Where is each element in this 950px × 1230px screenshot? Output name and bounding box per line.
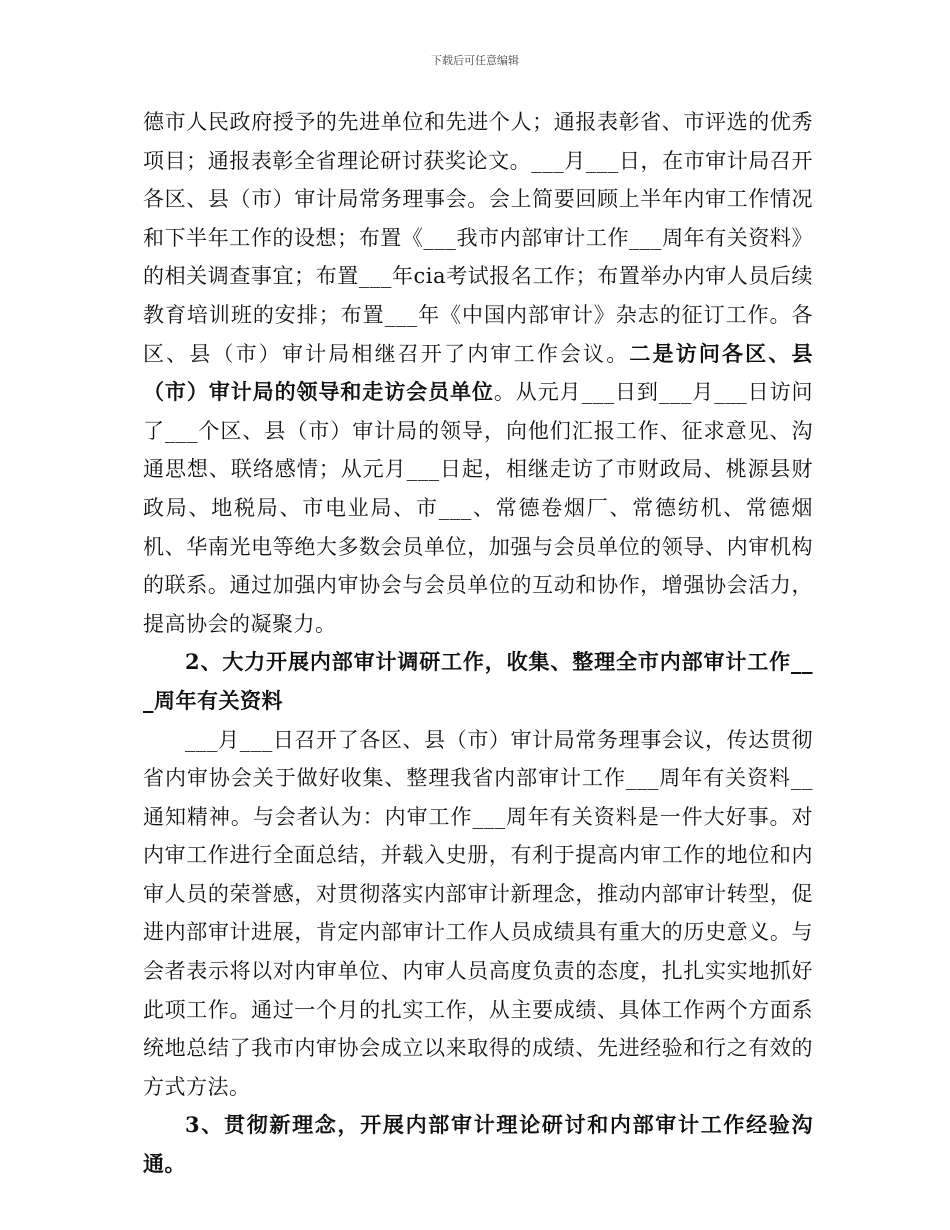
page-header-note: 下载后可任意编辑: [431, 54, 519, 67]
section-heading-3: 3、贯彻新理念，开展内部审计理论研讨和内部审计工作经验沟通。: [143, 1112, 813, 1177]
paragraph-research: ___月___日召开了各区、县（市）审计局常务理事会议，传达贯彻省内审协会关于做好收集、整理我省内部审计工作___周年有关资料__通知精神。与会者认为：内审工作___周年有关资料是一件大好事。对内审工作进行全面总结，并载入史册，有利于提高内审工作的地位和内审人员的荣誉感，对贯彻落实内部审计新理念，推动内部审计转型，促进内部审计进展，肯定内部审计工作人员成绩具有重大的历史意义。与会者表示将以对内审单位、内审人员高度负责的态度，扎扎实实地抓好此项工作。通过一个月的扎实工作，从主要成绩、具体工作两个方面系统地总结了我市内审协会成立以来取得的成绩、先进经验和行之有效的方式方法。: [143, 727, 813, 1099]
paragraph-visits-bold-heading: 二是访问各区、县（市）审计局的领导和走访会员单位: [143, 340, 813, 405]
paragraph-visits: [143, 103, 813, 643]
section-heading-2: 2、大力开展内部审计调研工作，收集、整理全市内部审计工作___周年有关资料: [143, 649, 813, 713]
paragraph-visits-text-a: 德市人民政府授予的先进单位和先进个人；通报表彰省、市评选的优秀项目；通报表彰全省理论研讨获奖论文。___月___日，在市审计局召开各区、县（市）审计局常务理事会。会上简要回顾上半年内审工作情况和下半年工作的设想；布置《___我市内部审计工作___周年有关资料》的相关调查事宜；布置___年cia考试报名工作；布置举办内审人员后续教育培训班的安排；布置___年《中国内部审计》杂志的征订工作。各区、县（市）审计局相继召开了内审工作会议。: [143, 110, 813, 366]
paragraph-visits-text-b: 。从元月___日到___月___日访问了___个区、县（市）审计局的领导，向他们汇报工作、征求意见、沟通思想、联络感情；从元月___日起，相继走访了市财政局、桃源县财政局、地税局、市电业局、市___、常德卷烟厂、常德纺机、常德烟机、华南光电等绝大多数会员单位，加强与会员单位的领导、内审机构的联系。通过加强内审协会与会员单位的互动和协作，增强协会活力，提高协会的凝聚力。: [143, 380, 814, 636]
document-body: [143, 103, 813, 1184]
